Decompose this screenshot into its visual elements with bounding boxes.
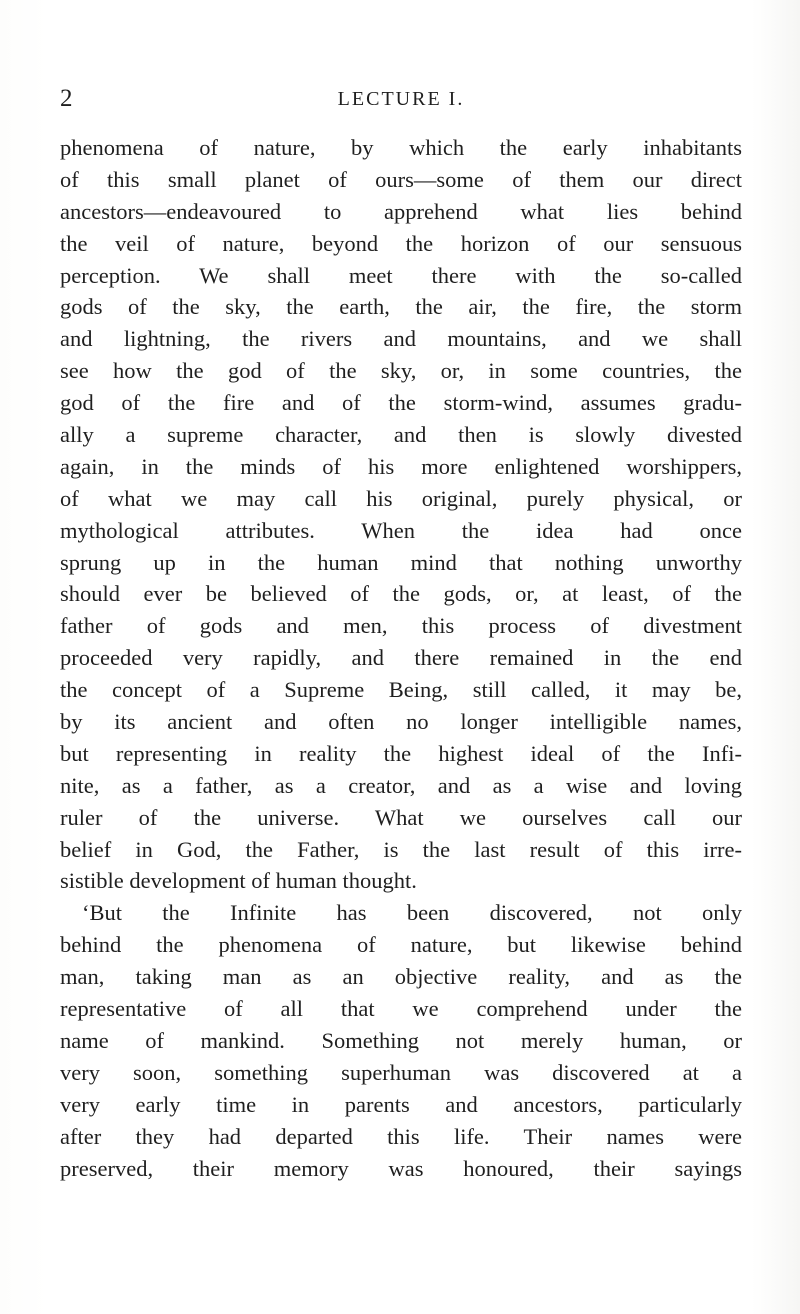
text-line: ally a supreme character, and then is slowly divested: [60, 422, 742, 448]
text-line: belief in God, the Father, is the last result of this irre-: [60, 836, 742, 862]
running-head: [60, 84, 742, 114]
text-line: should ever be believed of the gods, or, at least, of the: [60, 581, 742, 607]
text-line: the concept of a Supreme Being, still called, it may be,: [60, 677, 742, 703]
text-line: very soon, something superhuman was discovered at a: [60, 1059, 742, 1085]
text-line: representative of all that we comprehend under the: [60, 996, 742, 1022]
text-line: name of mankind. Something not merely human, or: [60, 1027, 742, 1053]
text-line: very early time in parents and ancestors, particularly: [60, 1091, 742, 1117]
text-line: see how the god of the sky, or, in some countries, the: [60, 358, 742, 384]
text-line: proceeded very rapidly, and there remained in the end: [60, 645, 742, 671]
text-line: the veil of nature, beyond the horizon of our sensuous: [60, 230, 742, 256]
text-line: and lightning, the rivers and mountains, and we shall: [60, 326, 742, 352]
text-line: man, taking man as an objective reality, and as the: [60, 964, 742, 990]
running-title: LECTURE I.: [337, 88, 465, 110]
text-line: after they had departed this life. Their names were: [60, 1123, 742, 1149]
text-line: of this small planet of ours—some of them our direct: [60, 166, 742, 192]
text-line: of what we may call his original, purely physical, or: [60, 485, 742, 511]
text-line: ‘But the Infinite has been discovered, not only: [82, 900, 742, 926]
text-line: preserved, their memory was honoured, their sayings: [60, 1155, 742, 1181]
text-line: nite, as a father, as a creator, and as a wise and loving: [60, 772, 742, 798]
text-line: again, in the minds of his more enlightened worshippers,: [60, 453, 742, 479]
text-line: phenomena of nature, by which the early inhabitants: [60, 135, 742, 160]
text-line: father of gods and men, this process of divestment: [60, 613, 742, 639]
text-line: sistible development of human thought.: [60, 868, 417, 894]
page-number: 2: [60, 85, 73, 112]
text-line: by its ancient and often no longer intelligible names,: [60, 709, 742, 735]
text-line: perception. We shall meet there with the so-called: [60, 262, 742, 288]
text-line: mythological attributes. When the idea had once: [60, 517, 742, 543]
text-line: ancestors—endeavoured to apprehend what lies behind: [60, 198, 742, 224]
text-line: god of the fire and of the storm-wind, assumes gradu-: [60, 390, 742, 416]
text-line: sprung up in the human mind that nothing unworthy: [60, 549, 742, 575]
text-line: ruler of the universe. What we ourselves call our: [60, 804, 742, 830]
text-line: but representing in reality the highest ideal of the Infi-: [60, 740, 742, 766]
text-line: gods of the sky, the earth, the air, the fire, the storm: [60, 294, 742, 320]
body-text: [60, 132, 742, 1184]
text-line: behind the phenomena of nature, but likewise behind: [60, 932, 742, 958]
